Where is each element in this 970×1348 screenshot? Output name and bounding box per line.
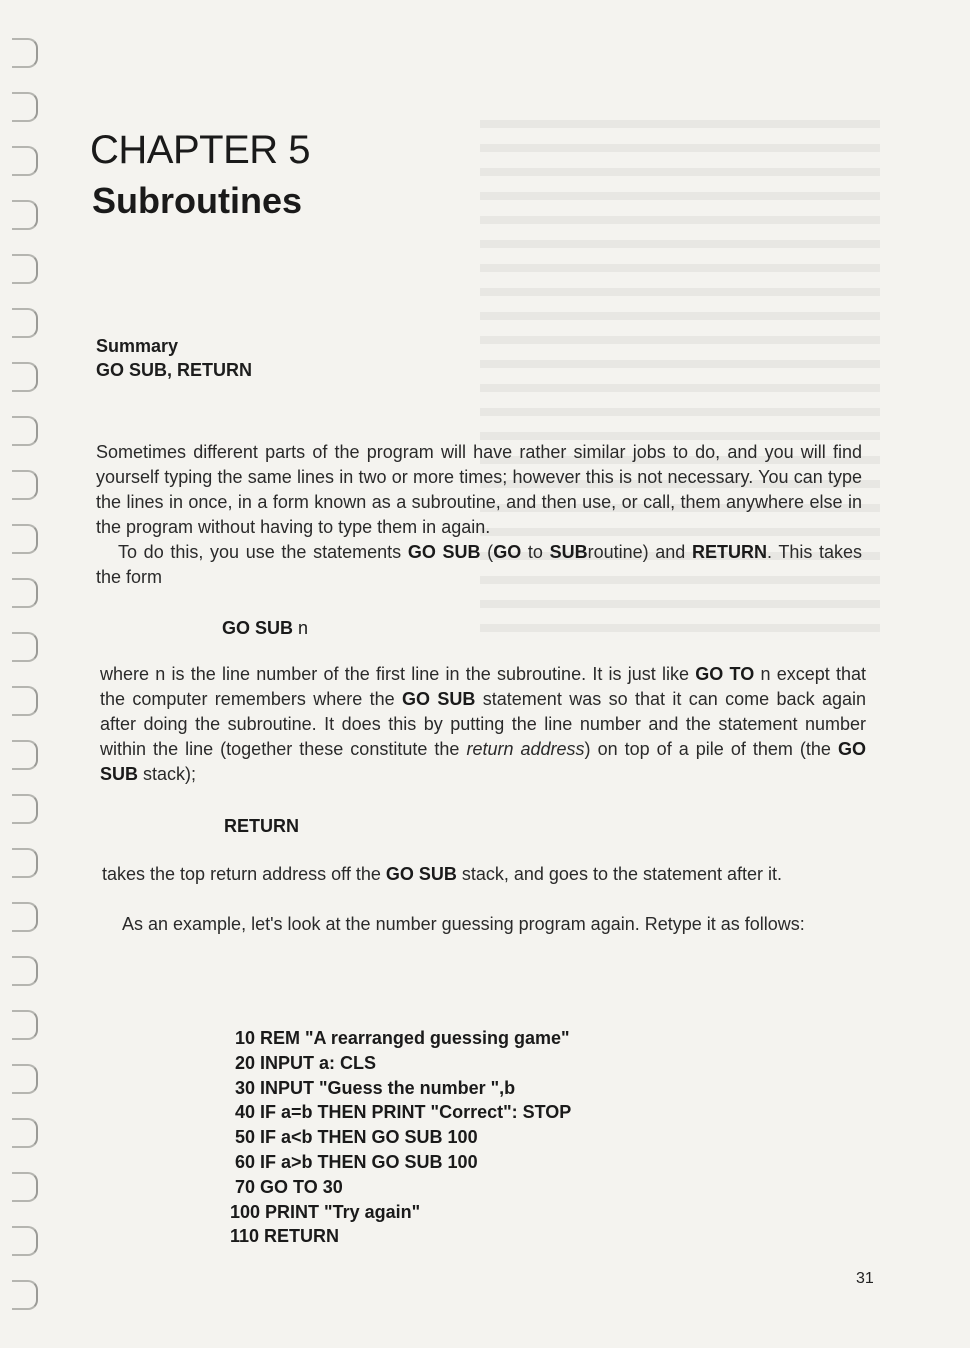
emphasis: return address: [466, 739, 585, 759]
paragraph-return-explained: [102, 862, 868, 887]
binding-ring: [12, 38, 38, 68]
binding-ring: [12, 1280, 38, 1310]
binding-ring: [12, 956, 38, 986]
code-line: 50 IF a<b THEN GO SUB 100: [230, 1127, 478, 1148]
text-run: statement was so that it can come back again after doing the subroutine. It does this by putting the line number and the statement number within the line (together these constitute the: [100, 689, 866, 759]
paragraph-gosub-explained: [100, 662, 866, 787]
binding-ring: [12, 1010, 38, 1040]
text-run: stack, and goes to the statement after it.: [456, 864, 783, 884]
paragraph-statements: [96, 540, 862, 590]
code-line: 20 INPUT a: CLS: [230, 1052, 377, 1073]
binding-ring: [12, 470, 38, 500]
text-run: routine) and: [587, 542, 692, 562]
text-run: n: [293, 618, 309, 638]
keyword: GO SUB: [100, 739, 866, 784]
binding-ring: [12, 146, 38, 176]
chapter-number: CHAPTER 5: [90, 128, 310, 172]
summary-box: [96, 334, 252, 382]
binding-ring: [12, 740, 38, 770]
code-line: 60 IF a>b THEN GO SUB 100: [230, 1151, 478, 1172]
text-run: n except that the computer remembers where the: [100, 664, 866, 709]
keyword: RETURN: [691, 542, 767, 562]
keyword: GO TO: [695, 664, 755, 684]
keyword: SUB: [549, 542, 588, 562]
code-line: 30 INPUT "Guess the number ",b: [230, 1077, 516, 1098]
summary-keywords: GO SUB, RETURN: [96, 360, 253, 380]
binding-ring: [12, 632, 38, 662]
text-run: . This takes the form: [96, 542, 863, 587]
keyword: GO SUB: [222, 618, 294, 638]
binding-ring: [12, 686, 38, 716]
binding-ring: [12, 308, 38, 338]
binding-ring: [12, 1172, 38, 1202]
text-run: where n is the line number of the first line in the subroutine. It is just like: [100, 664, 696, 684]
code-line: 40 IF a=b THEN PRINT "Correct": STOP: [230, 1102, 572, 1123]
binding-ring: [12, 1118, 38, 1148]
binding-ring: [12, 92, 38, 122]
binding-ring: [12, 902, 38, 932]
binding-ring: [12, 416, 38, 446]
binding-ring: [12, 848, 38, 878]
summary-heading: Summary: [96, 336, 179, 356]
code-line: 100 PRINT "Try again": [230, 1201, 421, 1222]
text-run: stack);: [138, 764, 197, 784]
return-form: RETURN: [224, 816, 299, 836]
text-run: To do this, you use the statements: [118, 542, 408, 562]
binding-ring: [12, 362, 38, 392]
keyword: GO SUB: [407, 542, 481, 562]
binding-ring: [12, 254, 38, 284]
keyword: GO SUB: [385, 864, 457, 884]
binding-ring: [12, 1226, 38, 1256]
binding-ring: [12, 524, 38, 554]
binding-ring: [12, 200, 38, 230]
program-listing: [230, 1026, 650, 1249]
paragraph-intro: Sometimes different parts of the program will have rather similar jobs to do, and you will find yourself typing the same lines in two or more times; however this is not necessary. You can type the lines in once, in a form known as a subroutine, and then use, or call, them anywhere else in the program without having to type them in again.: [96, 442, 862, 537]
gosub-form: [222, 618, 308, 639]
text-run: (: [480, 542, 494, 562]
chapter-title: Subroutines: [92, 180, 303, 221]
binding-ring: [12, 578, 38, 608]
binding-ring: [12, 794, 38, 824]
text-run: ) on top of a pile of them (the: [584, 739, 838, 759]
code-line: 110 RETURN: [230, 1226, 340, 1247]
binding-ring: [12, 1064, 38, 1094]
code-line: 10 REM "A rearranged guessing game": [230, 1028, 570, 1048]
paragraph-example: As an example, let's look at the number guessing program again. Retype it as follows:: [122, 914, 805, 934]
page-number: 31: [856, 1270, 874, 1287]
keyword: GO: [493, 542, 522, 562]
text-run: to: [521, 542, 550, 562]
keyword: GO SUB: [402, 689, 476, 709]
code-line: 70 GO TO 30: [230, 1176, 343, 1197]
text-run: takes the top return address off the: [102, 864, 386, 884]
spiral-binding: [12, 20, 42, 1330]
